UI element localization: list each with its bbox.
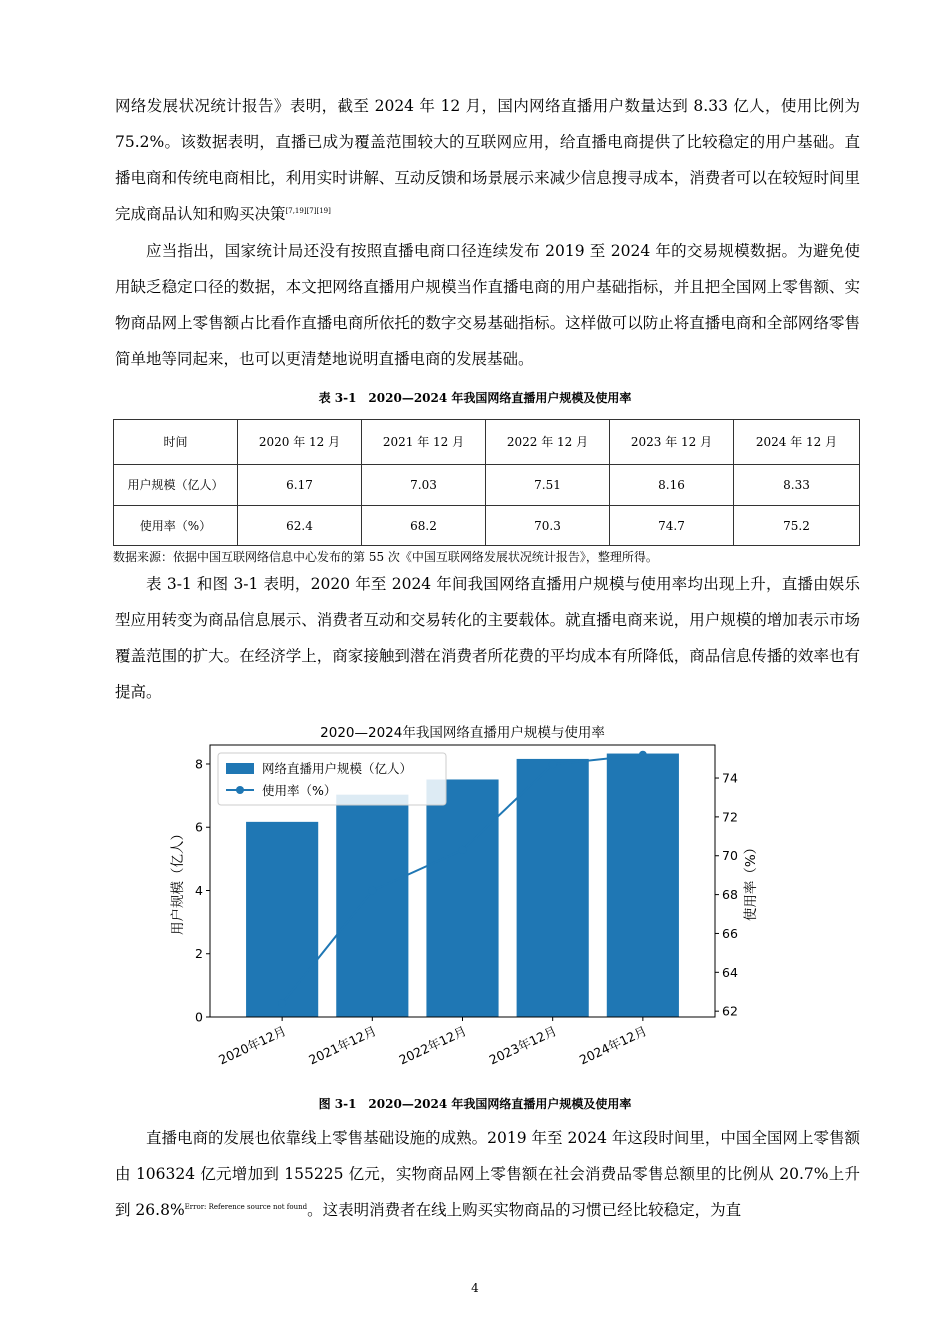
- left-tick-label-0: 0: [195, 1009, 203, 1025]
- table-cell: 75.2: [734, 506, 860, 546]
- paragraph-4-text: 直播电商的发展也依靠线上零售基础设施的成熟。2019 年至 2024 年这段时间里，中国全国网上零售额由 106324 亿元增加到 155225 亿元，实物商品网上零售额在社会消费品零售总额里的比例从 20.7%上升到 26.8%: [115, 1129, 860, 1219]
- x-tick-label-0: 2020年12月: [216, 1023, 289, 1068]
- citation-error: Error: Reference source not found: [184, 1203, 308, 1211]
- right-tick-label-0: 62: [722, 1003, 738, 1019]
- line-point-0: [278, 999, 286, 1007]
- paragraph-4: [115, 1120, 860, 1228]
- table-header-cell: 2020 年 12 月: [238, 420, 362, 465]
- table-cell: 74.7: [610, 506, 734, 546]
- table-cell: 7.51: [486, 465, 610, 506]
- table-header-cell: 2023 年 12 月: [610, 420, 734, 465]
- table-row: [114, 465, 860, 506]
- x-tick-label-1: 2021年12月: [306, 1023, 379, 1068]
- table-header-row: [114, 420, 860, 465]
- table-cell: 6.17: [238, 465, 362, 506]
- table-cell: 62.4: [238, 506, 362, 546]
- paragraph-1: [115, 88, 860, 232]
- table-row: [114, 506, 860, 546]
- table-cell: 68.2: [362, 506, 486, 546]
- y-axis-label: 用户规模（亿人）: [170, 827, 186, 935]
- right-tick-label-2: 66: [722, 925, 738, 941]
- bar-1: [336, 795, 408, 1017]
- table-cell: 使用率（%）: [114, 506, 238, 546]
- table-caption: 表 3-1 2020—2024 年我国网络直播用户规模及使用率: [318, 391, 632, 405]
- x-tick-label-2: 2022年12月: [396, 1023, 469, 1068]
- right-tick-label-3: 68: [722, 887, 738, 903]
- legend-bar-swatch: [226, 763, 254, 774]
- y2-axis-label: 使用率（%）: [743, 840, 759, 922]
- data-table: [113, 419, 860, 546]
- table-header-cell: 2024 年 12 月: [734, 420, 860, 465]
- line-point-2: [459, 846, 467, 854]
- table-header-cell: 2022 年 12 月: [486, 420, 610, 465]
- paragraph-1-text: 网络发展状况统计报告》表明，截至 2024 年 12 月，国内网络直播用户数量达到 8.33 亿人，使用比例为 75.2%。该数据表明，直播已成为覆盖范围较大的互联网应用，给直播电商提供了比较稳定的用户基础。直播电商和传统电商相比，利用实时讲解、互动反馈和场景展示来减少信息搜寻成本，消费者可以在较短时间里完成商品认知和购买决策: [115, 97, 860, 223]
- line-point-3: [549, 760, 557, 768]
- right-tick-label-1: 64: [722, 964, 738, 980]
- table-cell: 70.3: [486, 506, 610, 546]
- figure-caption: 图 3-1 2020—2024 年我国网络直播用户规模及使用率: [318, 1097, 632, 1111]
- legend-line-marker: [236, 786, 244, 794]
- left-tick-label-1: 2: [195, 946, 203, 962]
- citation-1: [7,19][7][19]: [285, 207, 331, 215]
- legend-bar-label: 网络直播用户规模（亿人）: [262, 761, 413, 776]
- right-tick-label-5: 72: [722, 809, 738, 825]
- left-tick-label-2: 4: [195, 882, 203, 898]
- right-tick-label-6: 74: [722, 770, 738, 786]
- x-tick-label-3: 2023年12月: [486, 1023, 559, 1068]
- right-tick-label-4: 70: [722, 848, 738, 864]
- table-cell: 8.33: [734, 465, 860, 506]
- bar-4: [607, 754, 679, 1017]
- paragraph-3: 表 3-1 和图 3-1 表明，2020 年至 2024 年间我国网络直播用户规模与使用率均出现上升，直播由娱乐型应用转变为商品信息展示、消费者互动和交易转化的主要载体。就直播电商来说，用户规模的增加表示市场覆盖范围的扩大。在经济学上，商家接触到潜在消费者所花费的平均成本有所降低，商品信息传播的效率也有提高。: [115, 575, 860, 701]
- bar-3: [517, 759, 589, 1017]
- paragraph-2: 应当指出，国家统计局还没有按照直播电商口径连续发布 2019 至 2024 年的交易规模数据。为避免使用缺乏稳定口径的数据，本文把网络直播用户规模当作直播电商的用户基础指标，并且把全国网上零售额、实物商品网上零售额占比看作直播电商所依托的数字交易基础指标。这样做可以防止将直播电商和全部网络零售简单地等同起来，也可以更清楚地说明直播电商的发展基础。: [115, 242, 860, 368]
- chart-title: 2020—2024年我国网络直播用户规模与使用率: [320, 725, 605, 741]
- left-tick-label-3: 6: [195, 819, 203, 835]
- paragraph-4-tail: 。这表明消费者在线上购买实物商品的习惯已经比较稳定，为直: [307, 1201, 742, 1219]
- left-tick-label-4: 8: [195, 756, 203, 772]
- bar-2: [426, 779, 498, 1017]
- table-header-cell: 时间: [114, 420, 238, 465]
- table-cell: 7.03: [362, 465, 486, 506]
- line-point-4: [639, 751, 647, 759]
- table-source-note: 数据来源：依据中国互联网络信息中心发布的第 55 次《中国互联网络发展状况统计报告》，整理所得。: [113, 550, 658, 564]
- table-cell: 8.16: [610, 465, 734, 506]
- bar-0: [246, 822, 318, 1017]
- combo-chart: [160, 715, 810, 1100]
- table-cell: 用户规模（亿人）: [114, 465, 238, 506]
- table-header-cell: 2021 年 12 月: [362, 420, 486, 465]
- page-number: 4: [471, 1281, 479, 1295]
- x-tick-label-4: 2024年12月: [576, 1023, 650, 1068]
- legend-line-label: 使用率（%）: [262, 783, 337, 798]
- line-point-1: [368, 887, 376, 895]
